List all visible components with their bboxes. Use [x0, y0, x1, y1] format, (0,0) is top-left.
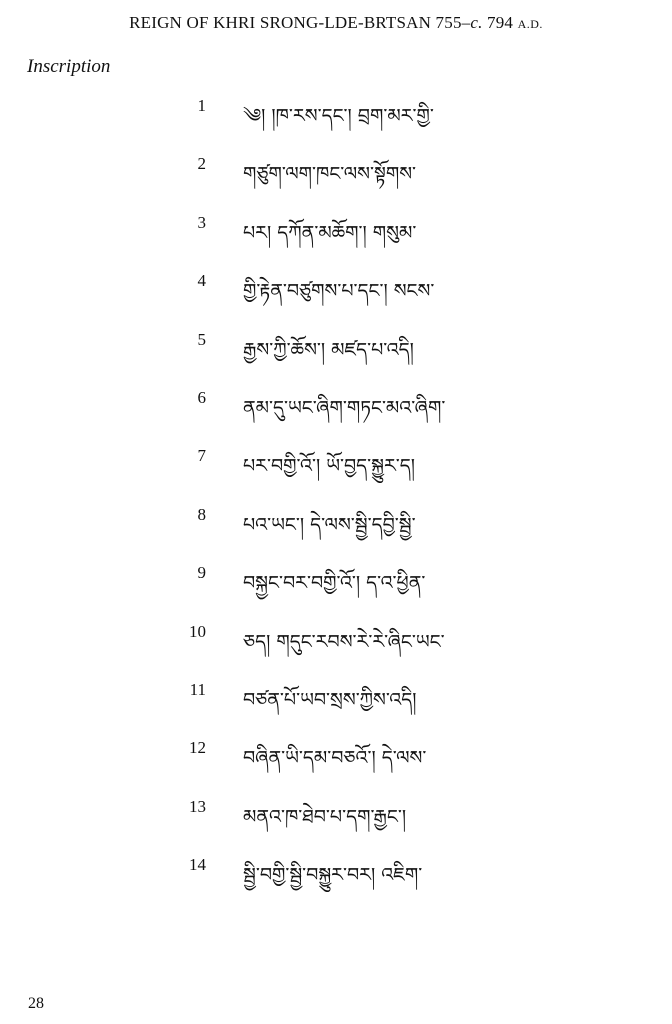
inscription-line — [0, 152, 672, 210]
inscription-lines — [0, 94, 672, 911]
inscription-line — [0, 620, 672, 678]
line-text: སྦྱི་བགྱི་སྦྱི་བསྐྱུར་བར། འཇིག་ — [243, 864, 423, 887]
section-title: Inscription — [27, 56, 111, 77]
line-text: བསྐྱང་བར་བགྱི་འོ་། ད་འ་ཕྱིན་ — [243, 572, 426, 595]
running-head — [0, 13, 672, 33]
line-number: 14 — [189, 855, 206, 875]
inscription-line — [0, 386, 672, 444]
inscription-line — [0, 211, 672, 269]
line-number: 11 — [189, 679, 206, 699]
inscription-line — [0, 853, 672, 911]
line-number: 8 — [197, 504, 206, 524]
inscription-line — [0, 678, 672, 736]
line-number: 9 — [197, 563, 206, 583]
line-text: ནམ་དུ་ཡང་ཞིག་གཏང་མའ་ཞིག་ — [243, 396, 446, 419]
inscription-line — [0, 503, 672, 561]
inscription-line — [0, 269, 672, 327]
running-head-year: 794 — [482, 13, 518, 32]
line-number: 1 — [197, 96, 206, 115]
line-number: 10 — [189, 621, 206, 641]
inscription-line — [0, 444, 672, 502]
line-text: གཙུག་ལག་ཁང་ལས་སྟོགས་ — [243, 163, 417, 186]
running-head-era: A.D. — [517, 17, 543, 31]
inscription-line — [0, 795, 672, 853]
line-text: རྒྱས་ཀྱི་ཆོས་། མཛད་པ་འདི། — [243, 338, 414, 361]
line-number: 5 — [197, 329, 206, 349]
line-text: ༄། །ཁ་རས་དང་། བྲག་མར་གྱི་ — [243, 105, 434, 127]
line-text: བཞིན་ཡི་དམ་བཅའོ་། དེ་ལས་ — [243, 747, 427, 770]
page-number: 28 — [28, 995, 44, 1012]
inscription-line — [0, 328, 672, 386]
line-text: གྱི་རྟེན་བཙུགས་པ་དང་། སངས་ — [243, 280, 435, 303]
line-number: 7 — [197, 446, 206, 466]
inscription-line — [0, 561, 672, 619]
line-number: 2 — [197, 154, 206, 174]
line-number: 4 — [197, 271, 206, 291]
line-text: ཅད། གདུང་རབས་རེ་རེ་ཞིང་ཡང་ — [243, 630, 445, 653]
line-text: པའ་ཡང་། དེ་ལས་སྦྱི་དབྱི་སྦྱི་ — [243, 513, 416, 536]
running-head-circa: c. — [470, 13, 483, 32]
line-text: པར། དཀོན་མཆོག་། གསུམ་ — [243, 221, 417, 244]
line-number: 12 — [189, 738, 206, 758]
line-text: བཙན་པོ་ཡབ་སྲས་ཀྱིས་འདི། — [243, 688, 417, 711]
line-number: 6 — [197, 387, 206, 407]
inscription-line — [0, 736, 672, 794]
line-text: མནའ་ཁ་ཐེབ་པ་དག་རྒྱང་། — [243, 805, 407, 828]
line-number: 3 — [197, 212, 206, 232]
running-head-text: REIGN OF KHRI SRONG-LDE-BRTSAN 755– — [129, 13, 471, 32]
line-text: པར་བགྱི་འོ་། ཡོ་བྱད་སྐྱུར་ད། — [243, 455, 416, 478]
line-number: 13 — [189, 796, 206, 816]
inscription-line — [0, 94, 672, 152]
